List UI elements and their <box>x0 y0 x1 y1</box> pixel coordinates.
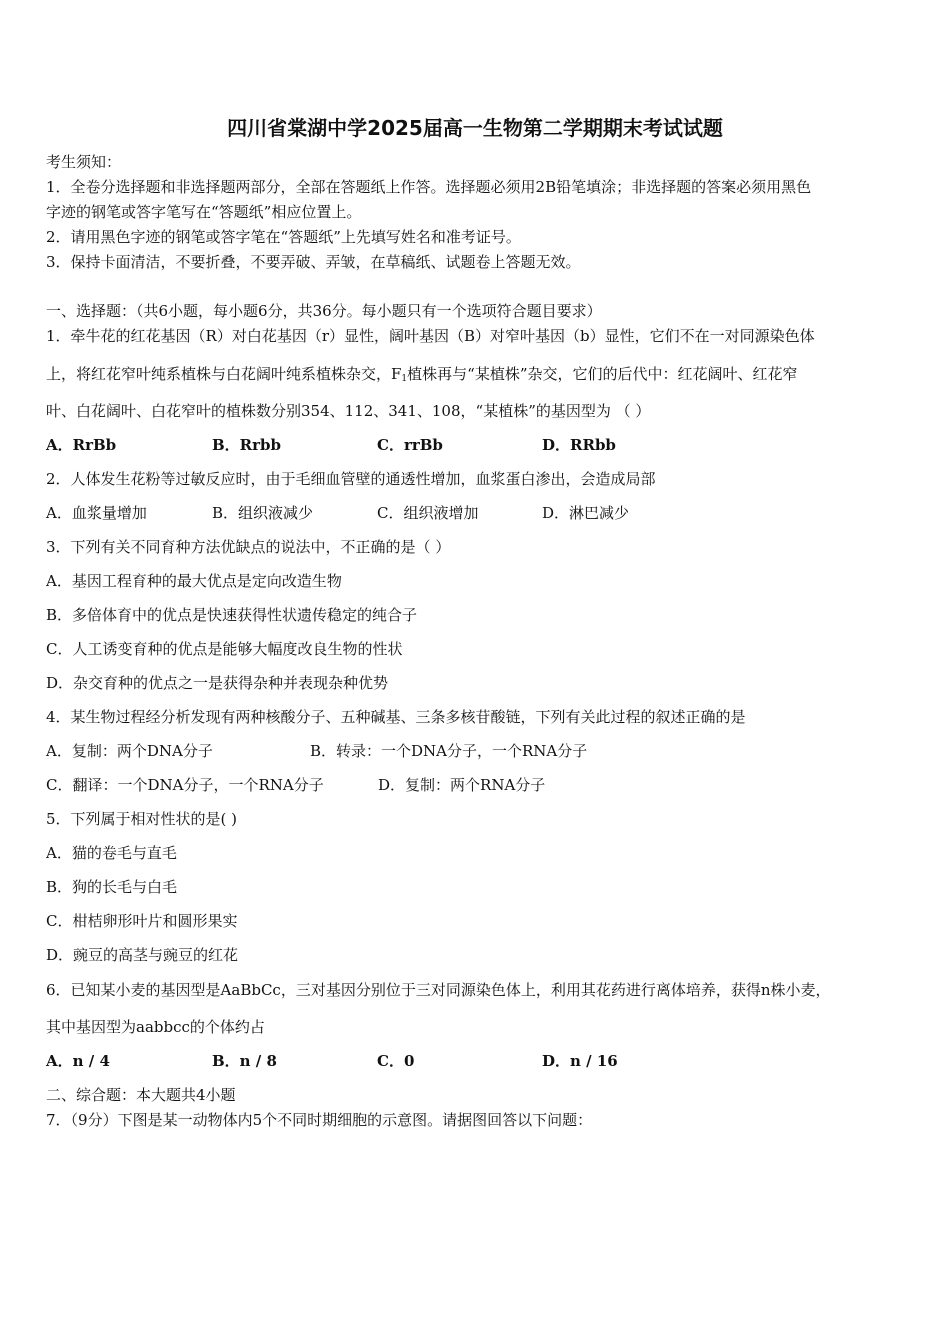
notice-item: 1．全卷分选择题和非选择题两部分，全部在答题纸上作答。选择题必须用2B铅笔填涂；非选择题的答案必须用黑色 <box>46 178 812 196</box>
q5-line: 5．下列属于相对性状的是( ) <box>46 810 238 828</box>
q2-option-a[interactable]: A．血浆量增加 <box>46 504 147 522</box>
q1-option-a[interactable]: A．RrBb <box>46 436 117 454</box>
q4-option-d[interactable]: D．复制：两个RNA分子 <box>378 776 546 794</box>
q1-option-b[interactable]: B．Rrbb <box>212 436 282 454</box>
q5-option-d[interactable]: D．豌豆的高茎与豌豆的红花 <box>46 946 239 964</box>
q1-option-c[interactable]: C．rrBb <box>377 436 443 454</box>
q4-option-a[interactable]: A．复制：两个DNA分子 <box>46 742 213 760</box>
q1-line: 1．牵牛花的红花基因（R）对白花基因（r）显性，阔叶基因（B）对窄叶基因（b）显性，它们不在一对同源染色体 <box>46 327 815 345</box>
q7-line: 7．（9分）下图是某一动物体内5个不同时期细胞的示意图。请据图回答以下问题： <box>46 1111 593 1129</box>
q5-option-c[interactable]: C．柑桔卵形叶片和圆形果实 <box>46 912 238 930</box>
q6-option-c[interactable]: C．0 <box>377 1052 415 1070</box>
notice-item: 3．保持卡面清洁，不要折叠，不要弄破、弄皱，在草稿纸、试题卷上答题无效。 <box>46 253 581 271</box>
q5-option-b[interactable]: B．狗的长毛与白毛 <box>46 878 178 896</box>
q5-option-a[interactable]: A．猫的卷毛与直毛 <box>46 844 177 862</box>
q6-line: 其中基因型为aabbcc的个体约占 <box>46 1018 265 1036</box>
notice-item: 2．请用黑色字迹的钢笔或答字笔在“答题纸”上先填写姓名和准考证号。 <box>46 228 521 246</box>
q2-option-c[interactable]: C．组织液增加 <box>377 504 479 522</box>
q1-line: 叶、白花阔叶、白花窄叶的植株数分别354、112、341、108，“某植株”的基因型为 （ ） <box>46 402 651 420</box>
q3-option-c[interactable]: C．人工诱变育种的优点是能够大幅度改良生物的性状 <box>46 640 403 658</box>
q6-option-d[interactable]: D．n / 16 <box>542 1052 618 1070</box>
q6-line: 6．已知某小麦的基因型是AaBbCc，三对基因分别位于三对同源染色体上，利用其花药进行离体培养，获得n株小麦， <box>46 981 831 999</box>
q3-option-d[interactable]: D．杂交育种的优点之一是获得杂种并表现杂种优势 <box>46 674 389 692</box>
q1-line <box>46 364 798 389</box>
q3-option-a[interactable]: A．基因工程育种的最大优点是定向改造生物 <box>46 572 342 590</box>
q2-line: 2．人体发生花粉等过敏反应时，由于毛细血管壁的通透性增加，血浆蛋白渗出，会造成局部 <box>46 470 656 488</box>
q3-option-b[interactable]: B．多倍体育中的优点是快速获得性状遗传稳定的纯合子 <box>46 606 418 624</box>
q3-line: 3．下列有关不同育种方法优缺点的说法中，不正确的是（ ） <box>46 538 451 556</box>
q4-option-b[interactable]: B．转录：一个DNA分子，一个RNA分子 <box>310 742 588 760</box>
section1-heading: 一、选择题：（共6小题，每小题6分，共36分。每小题只有一个选项符合题目要求） <box>46 302 602 320</box>
q1-text: 植株再与“某植株”杂交，它们的后代中：红花阔叶、红花窄 <box>407 365 798 383</box>
q6-option-b[interactable]: B．n / 8 <box>212 1052 277 1070</box>
page-title: 四川省棠湖中学2025届高一生物第二学期期末考试试题 <box>227 116 723 140</box>
section2-heading: 二、综合题：本大题共4小题 <box>46 1086 236 1104</box>
q4-option-c[interactable]: C．翻译：一个DNA分子，一个RNA分子 <box>46 776 324 794</box>
q2-option-b[interactable]: B．组织液减少 <box>212 504 314 522</box>
notice-item: 字迹的钢笔或答字笔写在“答题纸”相应位置上。 <box>46 203 362 221</box>
q6-option-a[interactable]: A．n / 4 <box>46 1052 110 1070</box>
q1-option-d[interactable]: D．RRbb <box>542 436 616 454</box>
notice-heading: 考生须知： <box>46 153 122 171</box>
q2-option-d[interactable]: D．淋巴减少 <box>542 504 630 522</box>
q1-subscript: 1 <box>401 374 408 384</box>
q1-text: 上，将红花窄叶纯系植株与白花阔叶纯系植株杂交，F <box>46 365 402 383</box>
q4-line: 4．某生物过程经分析发现有两种核酸分子、五种碱基、三条多核苷酸链，下列有关此过程的叙述正确的是 <box>46 708 746 726</box>
